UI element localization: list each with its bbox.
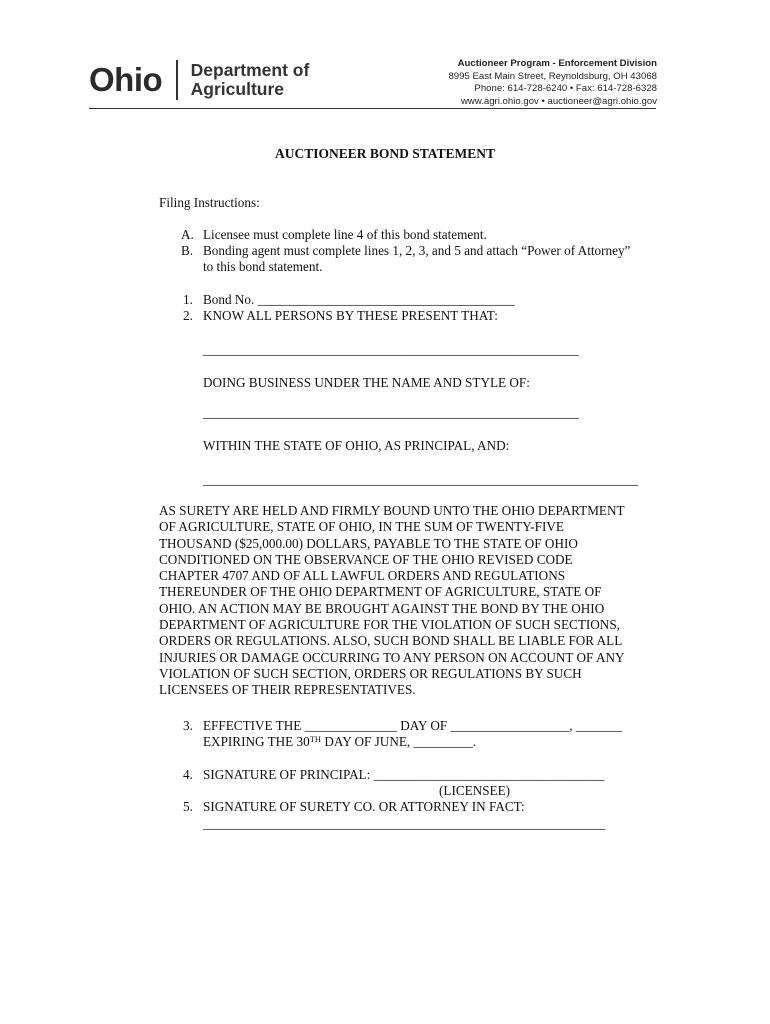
logo-ohio-word: Ohio [89, 61, 163, 98]
surety-paragraph: AS SURETY ARE HELD AND FIRMLY BOUND UNTO THE OHIO DEPARTMENT OF AGRICULTURE, STATE OF OHIO, IN THE SUM OF TWENTY-FIVE THOUSAND ($25,000.00) DOLLARS, PAYABLE TO THE STATE OF OHIO CONDITIONED ON THE OBSERVANCE OF THE OHIO REVISED CODE CHAPTER 4707 AND OF ALL LAWFUL ORDERS AND REGULATIONS THEREUNDER OF THE OHIO DEPARTMENT OF AGRICULTURE, STATE OF OHIO. AN ACTION MAY BE BROUGHT AGAINST THE BOND BY THE OHIO DEPARTMENT OF AGRICULTURE FOR THE VIOLATION OF SUCH SECTIONS, ORDERS OR REGULATIONS. ALSO, SUCH BOND SHALL BE LIABLE FOR ALL INJURIES OR DAMAGE OCCURRING TO ANY PERSON ON ACCOUNT OF ANY VIOLATION OF SUCH SECTION, ORDERS OR REGULATIONS BY SUCH LICENSEES OF THEIR REPRESENTATIVES. [159, 503, 625, 698]
bond-number-field: Bond No. _______________________________________ [203, 292, 515, 307]
surety-signature-label: SIGNATURE OF SURETY CO. OR ATTORNEY IN FACT: [203, 799, 525, 814]
instruction-b-text-line1: Bonding agent must complete lines 1, 2, 3, and 5 and attach “Power of Attorney” [203, 243, 631, 258]
item-4-label: 4. [183, 767, 193, 782]
expiring-date-line [203, 734, 476, 750]
header-divider [89, 108, 656, 109]
logo-dept-line1: Department of [190, 60, 310, 80]
logo-dept-line2: Agriculture [190, 79, 285, 99]
item-5-label: 5. [183, 799, 193, 814]
filing-instructions-heading: Filing Instructions: [159, 195, 260, 210]
office-address: 8995 East Main Street, Reynoldsburg, OH 43068 [448, 70, 657, 82]
office-web-email: www.agri.ohio.gov • auctioneer@agri.ohio.gov [460, 96, 657, 108]
licensee-caption: (LICENSEE) [439, 783, 511, 798]
instruction-a-label: A. [181, 227, 194, 242]
effective-date-line: EFFECTIVE THE ______________ DAY OF __________________, _______ [203, 718, 622, 733]
dba-name-blank: _________________________________________________________ [203, 405, 579, 420]
principal-name-blank: _________________________________________________________ [203, 342, 579, 357]
surety-signature-blank: _____________________________________________________________ [203, 816, 606, 831]
logo-divider [176, 60, 178, 100]
know-all-persons-text: KNOW ALL PERSONS BY THESE PRESENT THAT: [203, 308, 498, 323]
instruction-b-text-line2: to this bond statement. [203, 259, 323, 274]
item-2-label: 2. [183, 308, 193, 323]
dba-text: DOING BUSINESS UNDER THE NAME AND STYLE OF: [203, 375, 530, 390]
surety-name-blank: __________________________________________________________________ [203, 472, 639, 487]
item-3-label: 3. [183, 718, 193, 733]
within-state-text: WITHIN THE STATE OF OHIO, AS PRINCIPAL, AND: [203, 438, 510, 453]
logo-department [191, 61, 310, 99]
expiring-text-post: DAY OF JUNE, _________. [321, 734, 477, 749]
office-contact-block [448, 58, 657, 109]
document-title: AUCTIONEER BOND STATEMENT [274, 146, 496, 161]
instruction-b-label: B. [181, 243, 194, 258]
expiring-text-pre: EXPIRING THE 30 [203, 734, 310, 749]
office-division: Auctioneer Program - Enforcement Division [457, 58, 657, 69]
item-1-label: 1. [183, 292, 193, 307]
office-phone-fax: Phone: 614-728-6240 • Fax: 614-728-6328 [474, 83, 657, 95]
instruction-a-text: Licensee must complete line 4 of this bond statement. [203, 227, 487, 242]
ordinal-superscript: TH [309, 734, 322, 744]
principal-signature-line: SIGNATURE OF PRINCIPAL: ___________________________________ [203, 767, 605, 782]
ohio-agriculture-logo [89, 60, 309, 100]
